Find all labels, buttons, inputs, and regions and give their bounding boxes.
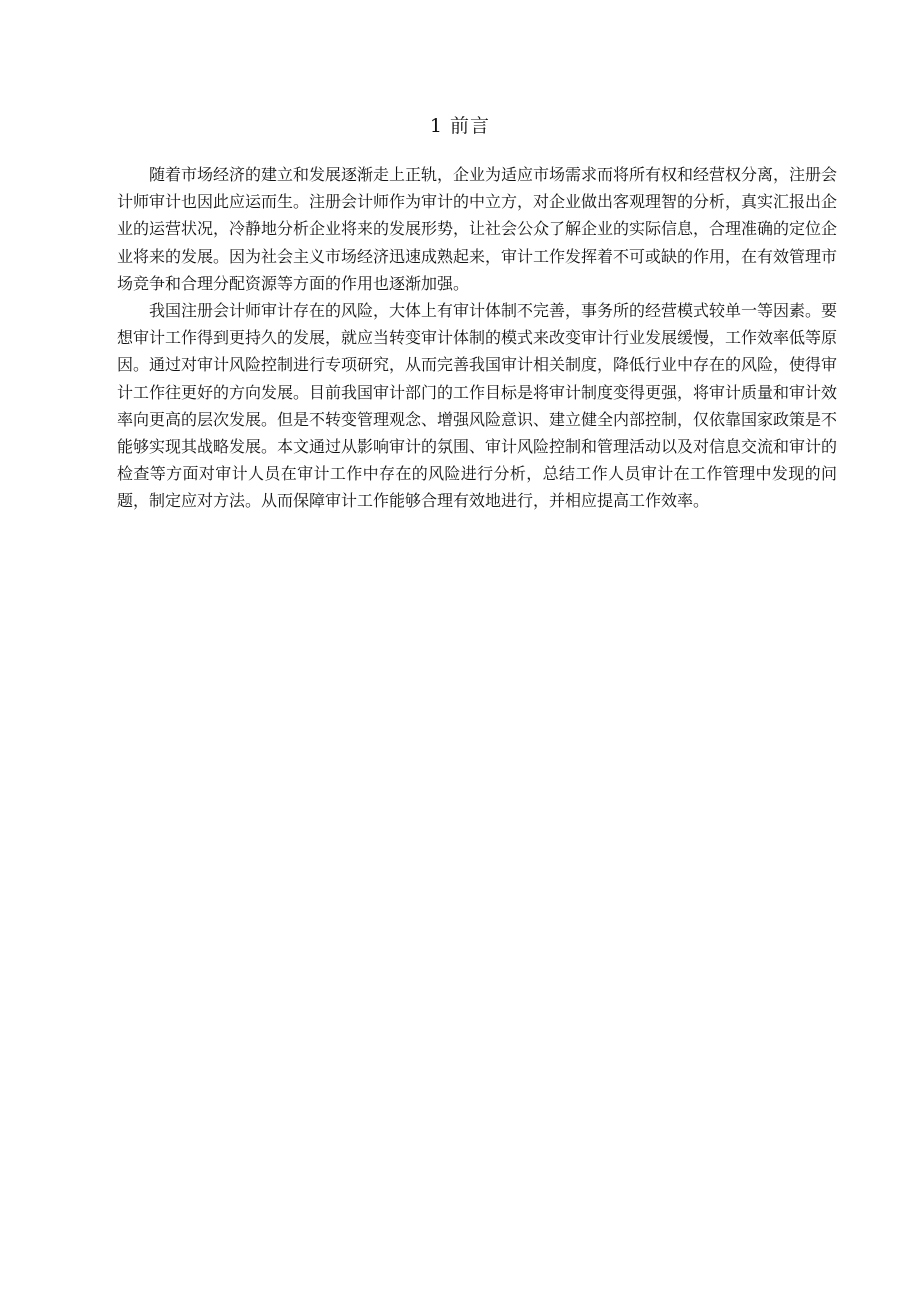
section-body [117,161,837,515]
paragraph-2: 我国注册会计师审计存在的风险，大体上有审计体制不完善，事务所的经营模式较单一等因素。要想审计工作得到更持久的发展，就应当转变审计体制的模式来改变审计行业发展缓慢，工作效率低等原因。通过对审计风险控制进行专项研究，从而完善我国审计相关制度，降低行业中存在的风险，使得审计工作往更好的方向发展。目前我国审计部门的工作目标是将审计制度变得更强，将审计质量和审计效率向更高的层次发展。但是不转变管理观念、增强风险意识、建立健全内部控制，仅依靠国家政策是不能够实现其战略发展。本文通过从影响审计的氛围、审计风险控制和管理活动以及对信息交流和审计的检查等方面对审计人员在审计工作中存在的风险进行分析，总结工作人员审计在工作管理中发现的问题，制定应对方法。从而保障审计工作能够合理有效地进行，并相应提高工作效率。 [117,301,838,511]
section-heading: 1 前言 [429,115,491,137]
paragraph-1: 随着市场经济的建立和发展逐渐走上正轨，企业为适应市场需求而将所有权和经营权分离，注册会计师审计也因此应运而生。注册会计师作为审计的中立方，对企业做出客观理智的分析，真实汇报出企业的运营状况，冷静地分析企业将来的发展形势，让社会公众了解企业的实际信息，合理准确的定位企业将来的发展。因为社会主义市场经济迅速成熟起来，审计工作发挥着不可或缺的作用，在有效管理市场竞争和合理分配资源等方面的作用也逐渐加强。 [117,165,838,293]
